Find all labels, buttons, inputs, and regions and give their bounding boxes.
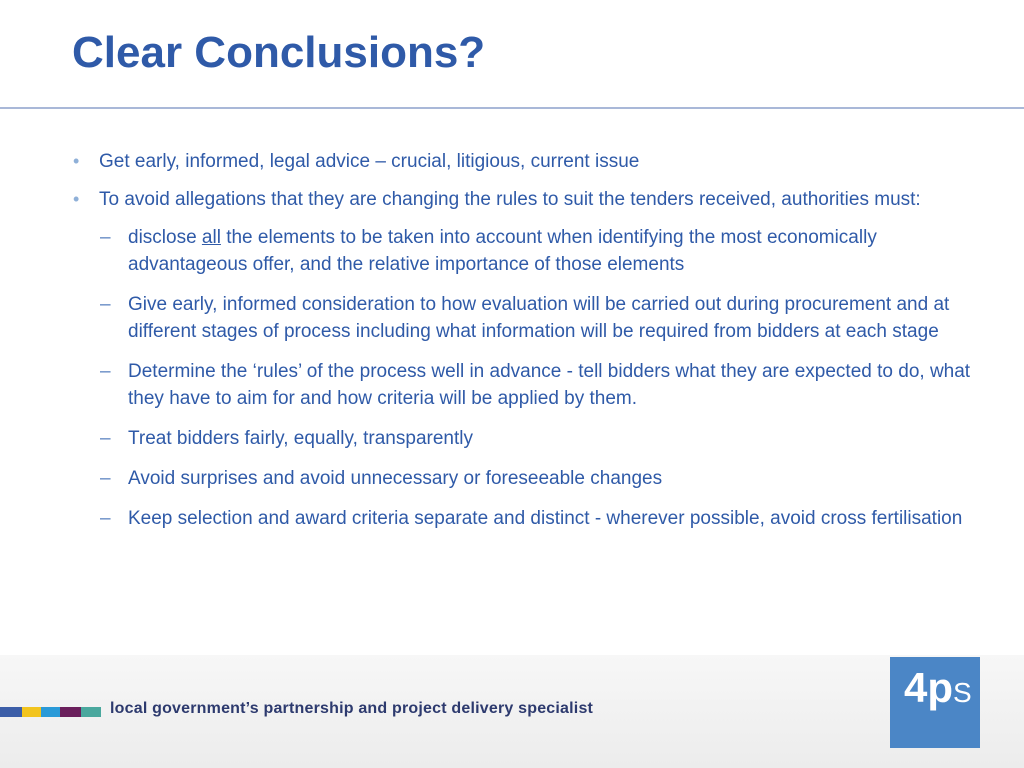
- sub-bullet-item: [72, 291, 972, 345]
- dash-marker: –: [100, 508, 111, 529]
- sub-bullet-item: [72, 358, 972, 412]
- footer-tagline: local government’s partnership and project delivery specialist: [110, 700, 594, 717]
- color-stripe-light-blue: [41, 707, 60, 717]
- color-stripe-purple: [60, 707, 81, 717]
- 4ps-logo: [890, 657, 980, 748]
- dash-marker: –: [100, 468, 111, 489]
- dash-marker: –: [100, 227, 111, 248]
- bullet-text: Get early, informed, legal advice – crucial, litigious, current issue: [99, 151, 640, 172]
- color-stripe-teal: [81, 707, 101, 717]
- title-divider: [0, 107, 1024, 109]
- sub-bullet-text: Determine the ‘rules’ of the process well in advance - tell bidders what they are expected to do, what they have to aim for and how criteria will be applied by them.: [128, 361, 971, 409]
- dash-marker: –: [100, 294, 111, 315]
- sub-bullet-text-after: the elements to be taken into account when identifying the most economically advantageous offer, and the relative importance of those elements: [128, 227, 877, 275]
- color-stripe-yellow: [22, 707, 41, 717]
- bullet-text: To avoid allegations that they are changing the rules to suit the tenders received, authorities must:: [99, 189, 921, 210]
- logo-main-text: 4p: [904, 664, 954, 711]
- sub-bullet-item: [72, 224, 972, 278]
- underlined-word: all: [201, 227, 221, 248]
- sub-bullet-text-before: disclose: [128, 227, 202, 248]
- sub-bullet-item: [72, 465, 972, 492]
- bullet-item: [72, 186, 972, 213]
- sub-bullet-item: [72, 505, 972, 532]
- sub-bullet-text: Treat bidders fairly, equally, transparently: [128, 428, 473, 449]
- sub-bullet-text: Keep selection and award criteria separate and distinct - wherever possible, avoid cross fertilisation: [128, 508, 963, 529]
- dash-marker: –: [100, 361, 111, 382]
- bullet-marker: •: [73, 189, 80, 209]
- bullet-item: [72, 148, 972, 175]
- slide-body: [72, 148, 972, 545]
- slide-title: Clear Conclusions?: [72, 28, 486, 77]
- color-stripe-blue: [0, 707, 22, 717]
- logo-small-text: S: [953, 677, 972, 708]
- sub-bullet-text: Avoid surprises and avoid unnecessary or foreseeable changes: [128, 468, 663, 489]
- logo-text: [904, 664, 972, 714]
- sub-bullet-item: [72, 425, 972, 452]
- bullet-marker: •: [73, 151, 80, 171]
- sub-bullet-text: Give early, informed consideration to how evaluation will be carried out during procurement and at different stages of process including what information will be required from bidders at each stage: [128, 294, 950, 342]
- dash-marker: –: [100, 428, 111, 449]
